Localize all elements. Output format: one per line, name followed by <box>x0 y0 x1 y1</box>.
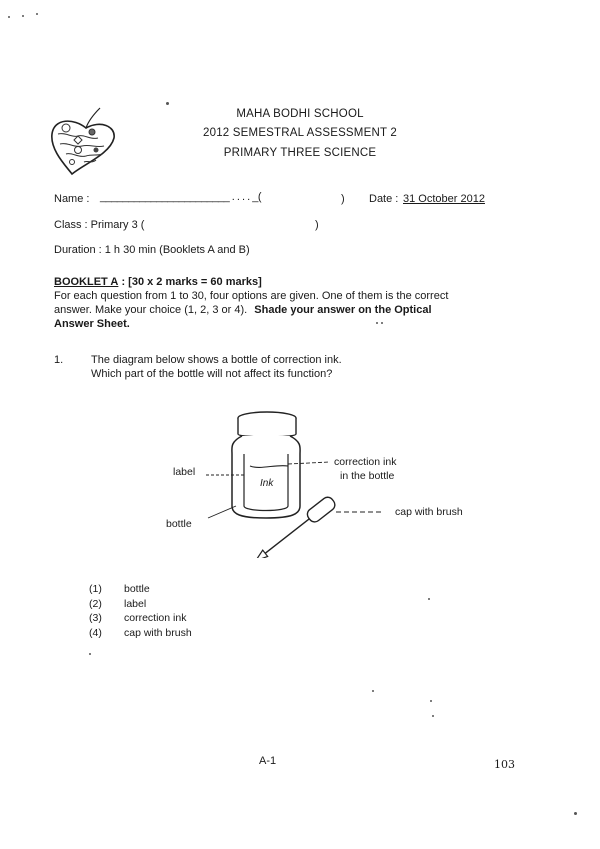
diagram-label-correction-2: in the bottle <box>340 470 395 482</box>
diagram-label-correction-1: correction ink <box>334 456 397 468</box>
scan-speck <box>432 715 434 717</box>
diagram-label-label: label <box>173 466 196 478</box>
scan-speck <box>372 690 374 692</box>
scan-speck <box>381 322 383 324</box>
option-2-text: label <box>124 597 147 610</box>
option-4-text: cap with brush <box>124 626 192 639</box>
booklet-title: BOOKLET A <box>54 276 119 288</box>
options-list <box>89 582 192 640</box>
class-field[interactable]: Class : Primary 3 ( <box>54 219 145 231</box>
correction-ink-diagram <box>160 408 490 558</box>
instruction-line-2-bold: Shade your answer on the Optical <box>254 304 432 316</box>
date-label: Date : <box>369 193 399 205</box>
instruction-line-2-plain: answer. Make your choice (1, 2, 3 or 4). <box>54 304 248 316</box>
option-2[interactable] <box>89 597 192 612</box>
option-2-num: (2) <box>89 597 102 610</box>
scan-speck <box>8 16 10 18</box>
subject-title: PRIMARY THREE SCIENCE <box>223 147 377 159</box>
scan-speck <box>574 812 577 815</box>
assessment-title: 2012 SEMESTRAL ASSESSMENT 2 <box>203 127 397 139</box>
scan-speck <box>89 653 91 655</box>
option-1[interactable] <box>89 582 192 597</box>
class-paren-close: ) <box>315 219 319 231</box>
scan-speck <box>428 598 430 600</box>
option-3-num: (3) <box>89 612 102 624</box>
name-field[interactable]: _______________________ . . . . _( <box>100 191 261 203</box>
scan-speck <box>376 322 378 324</box>
booklet-marks: : [30 x 2 marks = 60 marks] <box>121 276 262 288</box>
page-number: A-1 <box>259 755 277 767</box>
scan-speck <box>430 700 432 702</box>
bottle-leader <box>208 506 236 518</box>
school-name: MAHA BODHI SCHOOL <box>236 108 364 120</box>
scan-speck <box>166 102 169 105</box>
question-line-1: The diagram below shows a bottle of correction ink. <box>91 354 342 366</box>
diagram-label-bottle: bottle <box>166 518 192 530</box>
question-line-2: Which part of the bottle will not affect its function? <box>91 368 333 380</box>
name-label: Name : <box>54 193 90 205</box>
option-4-num: (4) <box>89 626 102 639</box>
duration-text: Duration : 1 h 30 min (Booklets A and B) <box>54 244 250 256</box>
scan-speck <box>36 13 38 15</box>
option-3-text: correction ink <box>124 612 187 624</box>
bottle-body <box>232 436 300 518</box>
date-value: 31 October 2012 <box>403 193 485 205</box>
instruction-line-3: Answer Sheet. <box>54 318 130 330</box>
handwritten-mark: 103 <box>494 758 515 771</box>
instruction-line-1: For each question from 1 to 30, four options are given. One of them is the correct <box>54 290 449 302</box>
option-1-text: bottle <box>124 583 150 595</box>
option-3[interactable] <box>89 611 192 626</box>
diagram-label-cap: cap with brush <box>395 506 463 518</box>
booklet-heading <box>54 276 262 288</box>
scan-speck <box>22 15 24 17</box>
ink-text: Ink <box>260 478 274 489</box>
option-1-num: (1) <box>89 583 102 595</box>
question-number: 1. <box>54 354 64 366</box>
bottle-neck <box>238 418 296 437</box>
name-paren-close: ) <box>341 193 345 205</box>
option-4[interactable] <box>89 626 192 641</box>
instruction-line-2 <box>54 304 432 316</box>
